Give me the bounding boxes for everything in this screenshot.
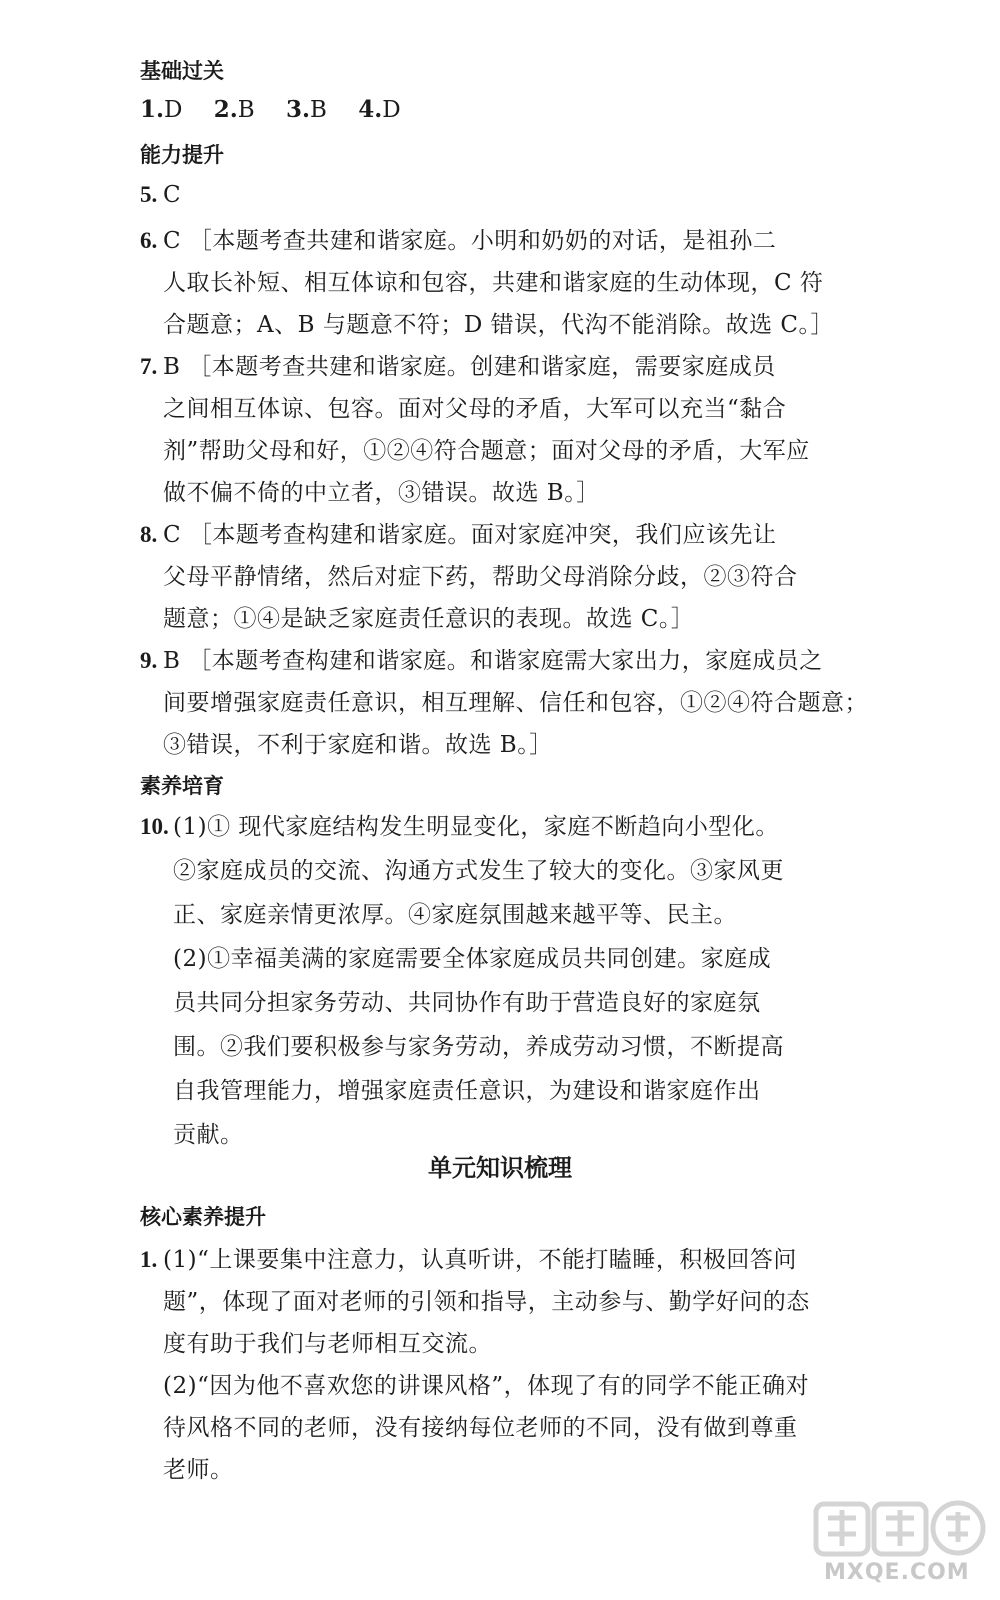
answer-line: C ［本题考查构建和谐家庭。面对家庭冲突，我们应该先让	[163, 522, 777, 548]
answer-line: 合题意；A、B 与题意不符；D 错误，代沟不能消除。故选 C。］	[163, 312, 834, 338]
answer-item: 4.D	[358, 96, 401, 123]
answer-line: 自我管理能力，增强家庭责任意识，为建设和谐家庭作出	[173, 1078, 761, 1104]
question-number: 8.	[140, 522, 158, 547]
answer-item: 1.D	[140, 96, 183, 123]
question-number: 9.	[140, 648, 158, 673]
answer-line: 之间相互体谅、包容。面对父母的矛盾，大军可以充当“黏合	[163, 396, 787, 422]
answer-line: 父母平静情绪，然后对症下药，帮助父母消除分歧，②③符合	[163, 564, 798, 590]
question-number: 5.	[140, 182, 158, 207]
answer-line: 题意；①④是缺乏家庭责任意识的表现。故选 C。］	[163, 606, 695, 632]
answer-line: 围。②我们要积极参与家务劳动，养成劳动习惯，不断提高	[173, 1034, 784, 1060]
answer-item: 3.B	[286, 96, 327, 123]
answer-line: 题”，体现了面对老师的引领和指导，主动参与、勤学好问的态	[163, 1289, 810, 1315]
answer-line: (1)① 现代家庭结构发生明显变化，家庭不断趋向小型化。	[173, 814, 779, 840]
answer-line: 正、家庭亲情更浓厚。④家庭氛围越来越平等、民主。	[173, 902, 737, 928]
answer-line: 员共同分担家务劳动、共同协作有助于营造良好的家庭氛	[173, 990, 761, 1016]
answer-item: 2.B	[213, 96, 255, 123]
section-heading-ability: 能力提升	[140, 143, 224, 167]
answer-line: 做不偏不倚的中立者，③错误。故选 B。］	[163, 480, 600, 506]
answer-line: 老师。	[163, 1457, 234, 1483]
answer-line: 待风格不同的老师，没有接纳每位老师的不同，没有做到尊重	[163, 1415, 798, 1441]
answer-line: B ［本题考查构建和谐家庭。和谐家庭需大家出力，家庭成员之	[163, 648, 823, 674]
unit-title: 单元知识梳理	[428, 1154, 572, 1182]
answer-line: (1)“上课要集中注意力，认真听讲，不能打瞌睡，积极回答问	[163, 1247, 797, 1273]
answer-line: 人取长补短、相互体谅和包容，共建和谐家庭的生动体现，C 符	[163, 270, 824, 296]
question-number: 10.	[140, 814, 169, 839]
answers-1-4	[140, 95, 425, 125]
section-heading-core: 核心素养提升	[140, 1205, 266, 1229]
question-answer: C	[163, 182, 181, 208]
question-number: 6.	[140, 228, 158, 253]
answer-line: (2)①幸福美满的家庭需要全体家庭成员共同创建。家庭成	[173, 946, 772, 972]
answer-line: C ［本题考查共建和谐家庭。小明和奶奶的对话，是祖孙二	[163, 228, 777, 254]
question-number: 1.	[140, 1247, 158, 1272]
section-heading-literacy: 素养培育	[140, 774, 224, 798]
answer-line: ③错误，不利于家庭和谐。故选 B。］	[163, 732, 553, 758]
answer-line: ②家庭成员的交流、沟通方式发生了较大的变化。③家风更	[173, 858, 784, 884]
answer-line: 间要增强家庭责任意识，相互理解、信任和包容，①②④符合题意；	[163, 690, 868, 716]
watermark-text: MXQE.COM	[824, 1560, 970, 1585]
answer-line: 贡献。	[173, 1122, 244, 1148]
question-number: 7.	[140, 354, 158, 379]
answer-line: (2)“因为他不喜欢您的讲课风格”，体现了有的同学不能正确对	[163, 1373, 810, 1399]
section-heading-basic: 基础过关	[140, 59, 224, 83]
answer-line: 度有助于我们与老师相互交流。	[163, 1331, 492, 1357]
answer-line: B ［本题考查共建和谐家庭。创建和谐家庭，需要家庭成员	[163, 354, 776, 380]
answer-line: 剂”帮助父母和好，①②④符合题意；面对父母的矛盾，大军应	[163, 438, 810, 464]
